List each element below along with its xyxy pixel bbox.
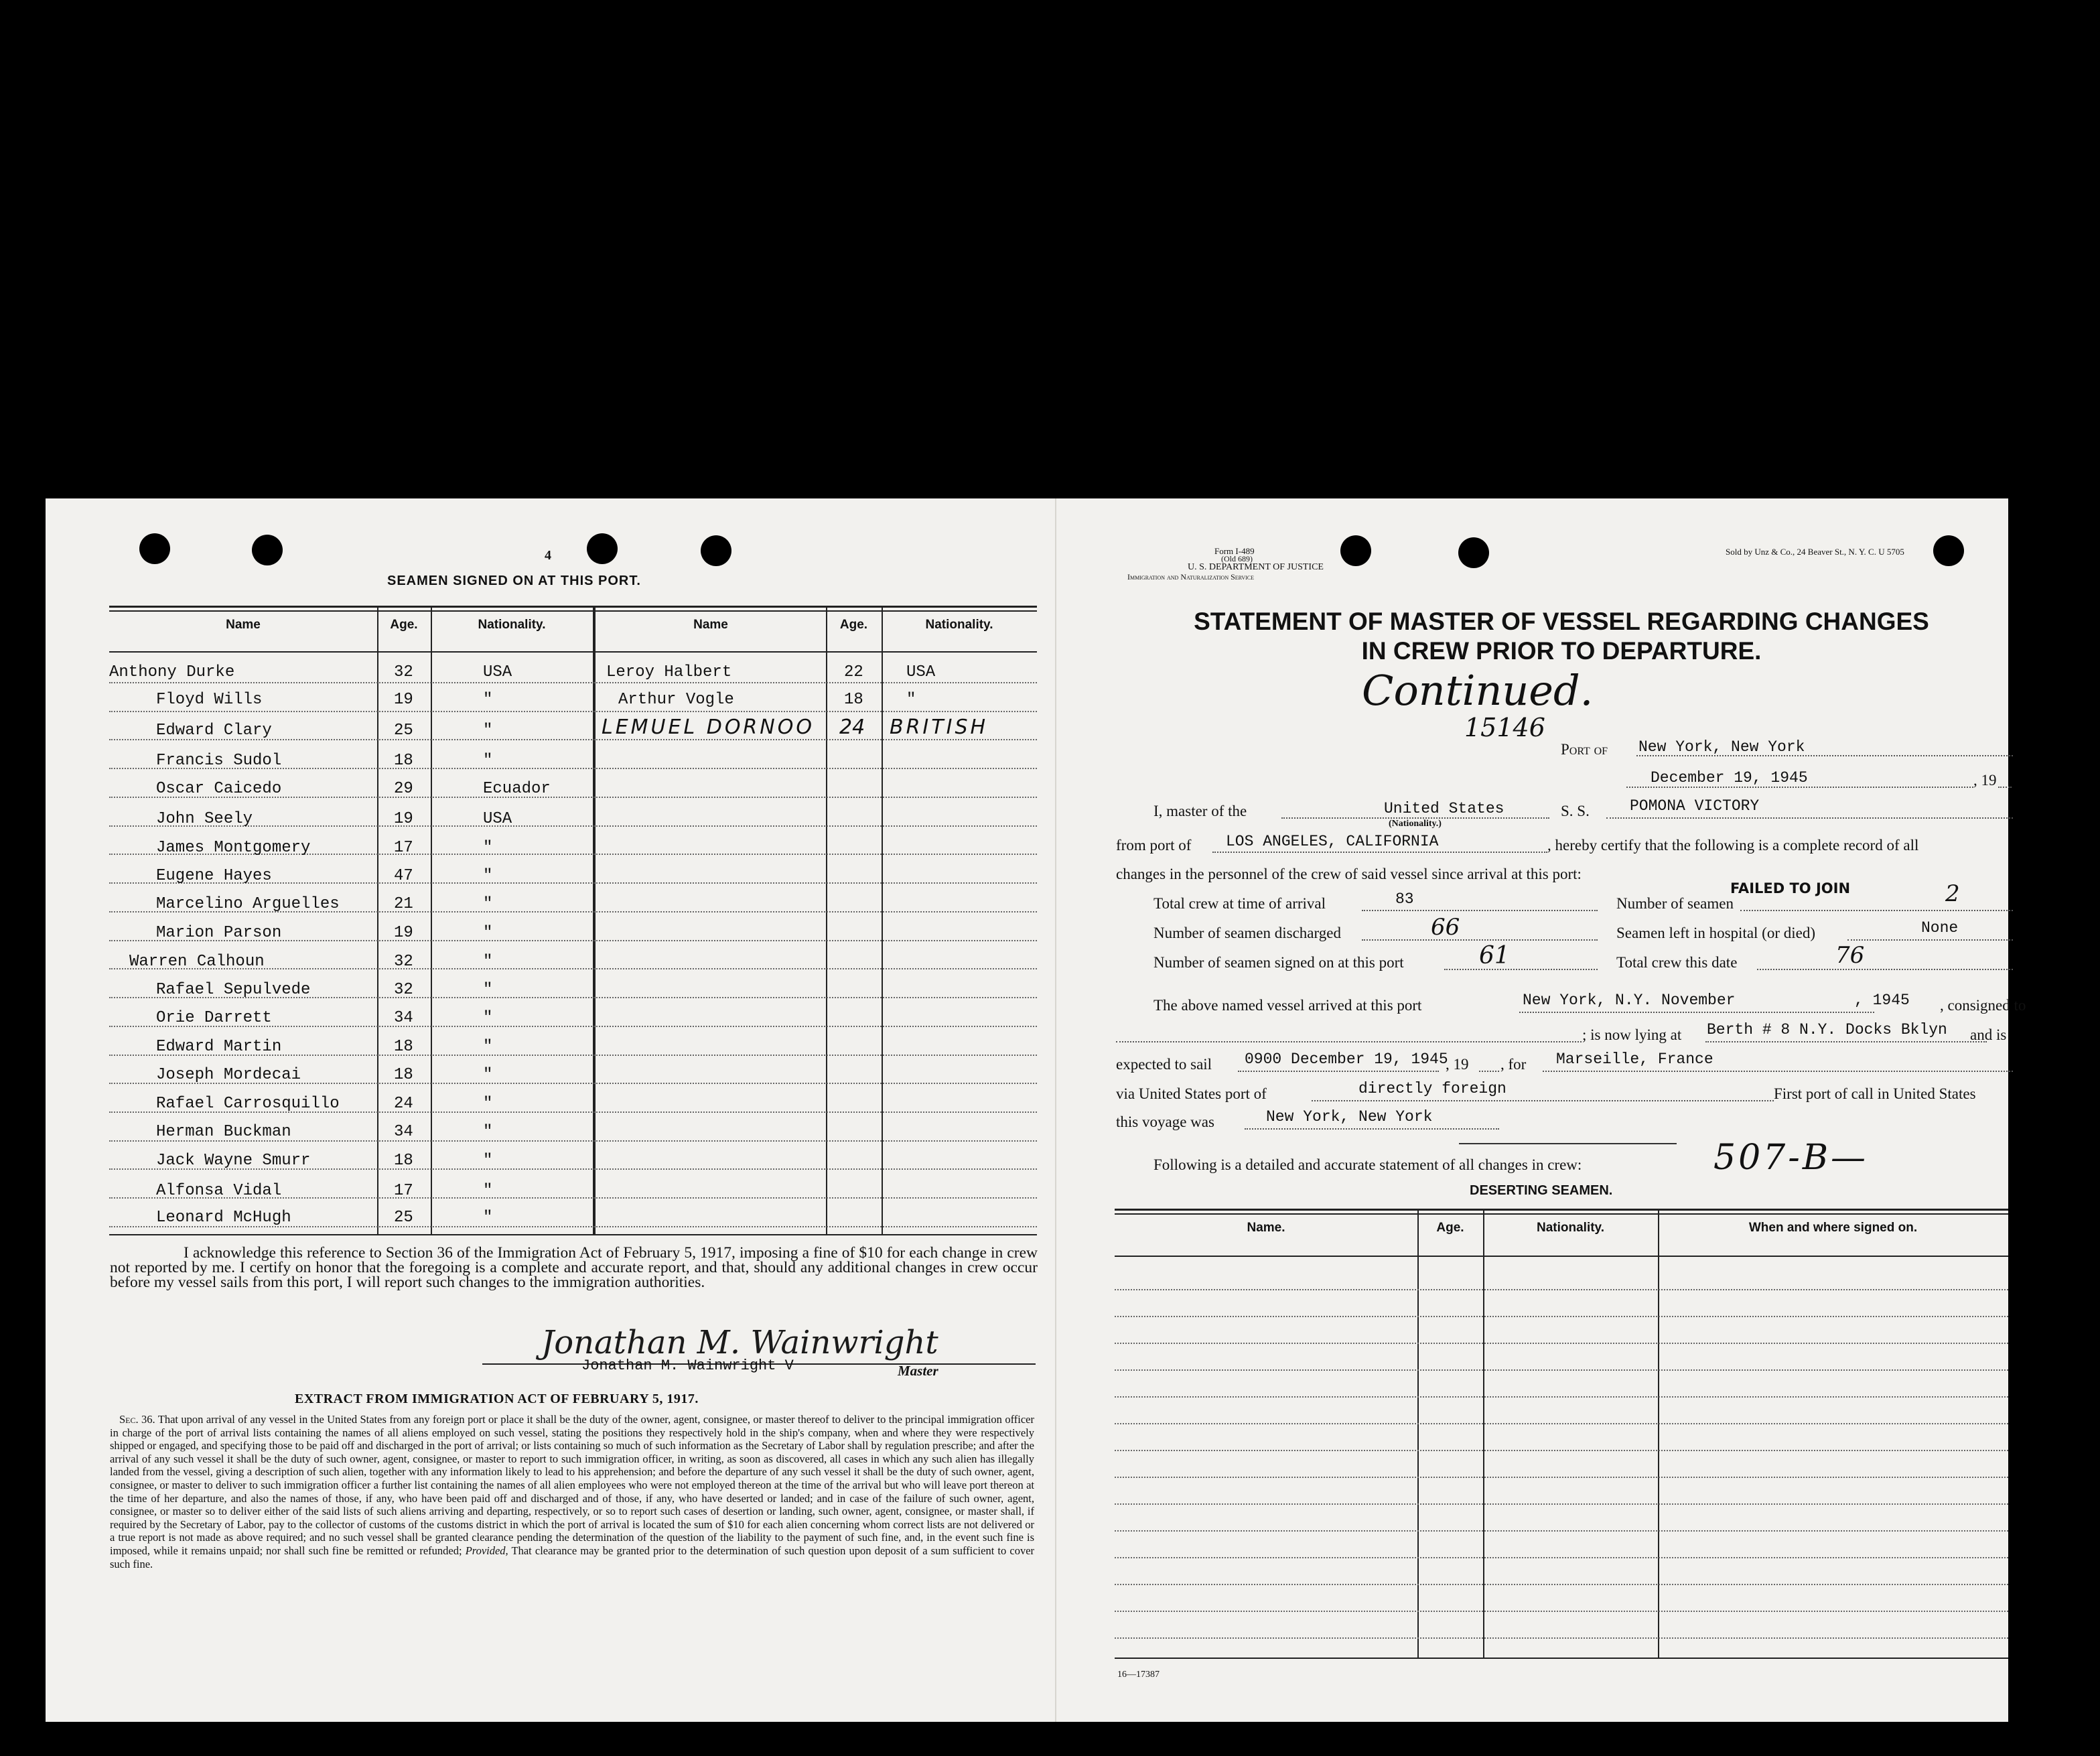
consigned-label: , consigned to bbox=[1940, 997, 2026, 1014]
following-label: Following is a detailed and accurate statement of all changes in crew: bbox=[1153, 1156, 1582, 1173]
total-date-label: Total crew this date bbox=[1616, 954, 1738, 971]
punch-hole bbox=[1340, 535, 1371, 566]
col-age: Age. bbox=[839, 618, 868, 632]
form-number: Form I-489 bbox=[1214, 546, 1255, 556]
seaman-age: 32 bbox=[394, 953, 413, 971]
col-age: Age. bbox=[1436, 1221, 1464, 1235]
seaman-name: Edward Martin bbox=[156, 1038, 282, 1056]
col-name: Name bbox=[693, 618, 728, 632]
seaman-name: Rafael Sepulvede bbox=[156, 981, 311, 999]
seaman-name: Jack Wayne Smurr bbox=[156, 1152, 311, 1170]
seaman-age: 25 bbox=[394, 1209, 413, 1227]
continued-annotation: Continued. bbox=[1362, 666, 1594, 715]
file-number: 15146 bbox=[1464, 713, 1545, 742]
seaman-age: 18 bbox=[394, 1038, 413, 1056]
seaman-nationality: " bbox=[483, 691, 493, 709]
seaman-name: Joseph Mordecai bbox=[156, 1066, 301, 1084]
seaman-name-handwritten: LEMUEL DORNOO bbox=[602, 716, 815, 739]
punch-hole bbox=[587, 533, 618, 564]
seaman-name: Floyd Wills bbox=[156, 691, 263, 709]
seaman-nationality: " bbox=[483, 895, 493, 913]
seaman-age: 19 bbox=[394, 924, 413, 942]
changes-text: changes in the personnel of the crew of said vessel since arrival at this port: bbox=[1116, 866, 1582, 882]
for-label: , for bbox=[1500, 1056, 1527, 1073]
total-date-value: 76 bbox=[1835, 942, 1865, 969]
discharged-label: Number of seamen discharged bbox=[1153, 925, 1341, 941]
seaman-age: 34 bbox=[394, 1009, 413, 1027]
hospital-label: Seamen left in hospital (or died) bbox=[1616, 925, 1816, 941]
seaman-age: 22 bbox=[844, 663, 863, 681]
and-is-label: and is bbox=[1970, 1026, 2007, 1043]
seaman-name: Edward Clary bbox=[156, 722, 272, 740]
title-line-1: STATEMENT OF MASTER OF VESSEL REGARDING CHANGES bbox=[1194, 608, 1929, 635]
seaman-age: 47 bbox=[394, 867, 413, 885]
seaman-age: 18 bbox=[394, 1152, 413, 1170]
vessel-name: POMONA VICTORY bbox=[1630, 797, 1760, 815]
punch-hole bbox=[701, 535, 731, 566]
date-year-suffix: , 19 bbox=[1973, 772, 1997, 789]
seaman-age: 34 bbox=[394, 1123, 413, 1141]
seaman-name: Rafael Carrosquillo bbox=[156, 1095, 340, 1113]
seaman-age: 19 bbox=[394, 810, 413, 828]
seaman-name: Marion Parson bbox=[156, 924, 282, 942]
expected-value: 0900 December 19, 1945 bbox=[1245, 1051, 1448, 1068]
date-value: December 19, 1945 bbox=[1651, 769, 1808, 787]
lying-value: Berth # 8 N.Y. Docks Bklyn bbox=[1707, 1021, 1947, 1038]
hospital-value: None bbox=[1921, 919, 1959, 937]
arrived-year: , 1945 bbox=[1854, 992, 1910, 1009]
seaman-nationality: " bbox=[483, 1123, 493, 1141]
seaman-nationality: " bbox=[483, 867, 493, 885]
seaman-name: Marcelino Arguelles bbox=[156, 895, 340, 913]
form-title bbox=[1115, 607, 2008, 666]
port-value: New York, New York bbox=[1638, 738, 1805, 756]
seamen-label: Number of seamen bbox=[1616, 895, 1734, 912]
master-of-label: I, master of the bbox=[1153, 803, 1247, 819]
punch-hole bbox=[1933, 535, 1964, 566]
seaman-age: 17 bbox=[394, 839, 413, 857]
failed-count: 2 bbox=[1945, 880, 1960, 907]
seaman-name: Leonard McHugh bbox=[156, 1209, 291, 1227]
master-signature: Jonathan M. Wainwright bbox=[541, 1324, 938, 1361]
seller-imprint: Sold by Unz & Co., 24 Beaver St., N. Y. C. U 5705 bbox=[1726, 547, 1904, 557]
nationality-value: United States bbox=[1384, 800, 1504, 817]
seaman-nationality: " bbox=[483, 722, 493, 740]
failed-to-join-annotation: FAILED TO JOIN bbox=[1730, 880, 1851, 896]
act-extract-text bbox=[110, 1413, 1034, 1570]
col-name: Name bbox=[226, 618, 261, 632]
seamen-signed-table bbox=[109, 606, 1037, 1235]
via-value: directly foreign bbox=[1358, 1080, 1507, 1097]
separator-line bbox=[1459, 1143, 1677, 1144]
form-old-number: (Old 689) bbox=[1221, 554, 1253, 563]
document-sheet bbox=[46, 498, 2026, 1722]
seaman-age-handwritten: 24 bbox=[839, 716, 865, 739]
section-text: That upon arrival of any vessel in the United States from any foreign port or place it shall be the duty of the owner, agent, consignee, or master thereof to deliver to the principal immigration officer in charge of the port of arrival lists containing the names of all aliens employed on such vessel, stating the positions they respectively hold in the ship's company, when and where they were respectively shipped or engaged, and specifying those to be paid off and discharged in the port of arrival; or lists containing so much of such information as the Secretary of Labor shall by regulation prescribe; and after the arrival of any such vessel it shall be the duty of such owner, agent, consignee, or master to report to such immigration officer, in writing, as soon as discovered, all cases in which any such alien has illegally landed from the vessel, giving a description of such alien, together with any information likely to lead to his apprehension; and before the departure of any such vessel it shall be the duty of such owner, agent, consignee, or master to deliver to such immigration officer a further list containing the names of all alien employees who were not employed thereon at the time of the arrival but who will leave port thereon at the time of her departure, and also the names of those, if any, who have been paid off and discharged and of those, if any, who have deserted or landed; and in case of the failure of such owner, agent, consignee, or master so to deliver either of the said lists of such aliens arriving and departing, respectively, or so to report such cases of desertion or landing, such owner, agent, consignee, or master shall, if required by the Secretary of Labor, pay to the collector of customs of the customs district in which the port of arrival is located the sum of $10 for each alien concerning whom correct lists are not delivered or a true report is not made as above required; and no such vessel shall be granted clearance pending the determination of the question of the liability to the payment of such fine, and, in the event such fine is imposed, while it remains unpaid; nor shall such fine be remitted or refunded; bbox=[110, 1413, 1035, 1557]
destination-value: Marseille, France bbox=[1556, 1051, 1713, 1068]
seaman-nationality: " bbox=[483, 924, 493, 942]
seaman-age: 18 bbox=[844, 691, 863, 709]
expected-label: expected to sail bbox=[1116, 1056, 1212, 1073]
lying-label: ; is now lying at bbox=[1582, 1026, 1682, 1043]
seaman-nationality: " bbox=[483, 1095, 493, 1113]
page-fold bbox=[1055, 498, 1056, 1722]
col-name: Name. bbox=[1247, 1221, 1285, 1235]
nationality-caption: (Nationality.) bbox=[1389, 819, 1442, 829]
from-port-label: from port of bbox=[1116, 837, 1192, 854]
voyage-value: New York, New York bbox=[1266, 1108, 1433, 1126]
total-arrival-label: Total crew at time of arrival bbox=[1153, 895, 1326, 912]
col-nationality: Nationality. bbox=[478, 618, 546, 632]
seaman-name: Orie Darrett bbox=[156, 1009, 272, 1027]
master-typed-name: Jonathan M. Wainwright V bbox=[581, 1357, 794, 1374]
seaman-nationality: " bbox=[483, 1152, 493, 1170]
seaman-age: 18 bbox=[394, 1066, 413, 1084]
seaman-nationality: " bbox=[483, 953, 493, 971]
seaman-nationality: " bbox=[483, 1182, 493, 1200]
title-line-2: IN CREW PRIOR TO DEPARTURE. bbox=[1361, 637, 1762, 665]
first-port-label: First port of call in United States bbox=[1774, 1085, 1976, 1102]
seaman-age: 19 bbox=[394, 691, 413, 709]
section-label: Sec. 36. bbox=[119, 1413, 155, 1426]
ss-label: S. S. bbox=[1561, 803, 1590, 819]
seaman-nationality: " bbox=[483, 752, 493, 770]
certify-text: , hereby certify that the following is a complete record of all bbox=[1547, 837, 1919, 854]
seaman-nationality: " bbox=[483, 1066, 493, 1084]
arrived-value: New York, N.Y. November bbox=[1523, 992, 1736, 1009]
voyage-label: this voyage was bbox=[1116, 1113, 1214, 1130]
seaman-name: John Seely bbox=[156, 810, 253, 828]
service-name: Immigration and Naturalization Service bbox=[1127, 572, 1255, 582]
seaman-nationality: " bbox=[483, 1209, 493, 1227]
seaman-name: Oscar Caicedo bbox=[156, 780, 282, 798]
seaman-nationality: USA bbox=[483, 663, 512, 681]
seaman-nationality: " bbox=[483, 1009, 493, 1027]
acknowledgment-text: I acknowledge this reference to Section 36 of the Immigration Act of February 5, 1917, imposing a fine of $10 for each change in crew not reported by me. I certify on honor that the foregoing is a complete and accurate report, and that, should any additional changes in crew occur before my vessel sails from this port, I will report such changes to the immigration authorities. bbox=[110, 1244, 1038, 1291]
page-number: 4 bbox=[545, 548, 551, 563]
col-nationality: Nationality. bbox=[925, 618, 993, 632]
extract-title: EXTRACT FROM IMMIGRATION ACT OF FEBRUARY 5, 1917. bbox=[295, 1392, 699, 1406]
seaman-nationality-handwritten: BRITISH bbox=[890, 716, 989, 739]
seaman-name: Warren Calhoun bbox=[129, 953, 265, 971]
department-name: U. S. DEPARTMENT OF JUSTICE bbox=[1188, 562, 1324, 572]
col-nationality: Nationality. bbox=[1537, 1221, 1604, 1235]
master-label: Master bbox=[898, 1363, 938, 1379]
provided-label: Provided, bbox=[465, 1544, 508, 1557]
deserting-seamen-table bbox=[1115, 1209, 2008, 1659]
port-label: Port of bbox=[1561, 741, 1608, 758]
punch-hole bbox=[1458, 537, 1489, 568]
total-arrival-value: 83 bbox=[1395, 890, 1414, 908]
seaman-name: Anthony Durke bbox=[109, 663, 235, 681]
punch-hole bbox=[252, 535, 283, 565]
section-title: SEAMEN SIGNED ON AT THIS PORT. bbox=[387, 573, 641, 588]
arrived-label: The above named vessel arrived at this port bbox=[1153, 997, 1422, 1014]
changes-note: 507-B— bbox=[1713, 1138, 1869, 1178]
seaman-nationality: " bbox=[906, 691, 916, 709]
footer-code: 16—17387 bbox=[1117, 1670, 1160, 1680]
seaman-age: 32 bbox=[394, 663, 413, 681]
punch-hole bbox=[139, 533, 170, 564]
seaman-nationality: Ecuador bbox=[483, 780, 551, 798]
seaman-age: 29 bbox=[394, 780, 413, 798]
seaman-name: James Montgomery bbox=[156, 839, 311, 857]
via-label: via United States port of bbox=[1116, 1085, 1267, 1102]
seaman-name: Leroy Halbert bbox=[606, 663, 732, 681]
seaman-age: 21 bbox=[394, 895, 413, 913]
seaman-age: 32 bbox=[394, 981, 413, 999]
section-text-end: That clearance may be granted prior to the determination of such question upon deposit of a sum sufficient to cover such fine. bbox=[110, 1544, 1035, 1570]
from-port-value: LOS ANGELES, CALIFORNIA bbox=[1226, 833, 1439, 850]
seaman-nationality: " bbox=[483, 1038, 493, 1056]
seaman-nationality: " bbox=[483, 839, 493, 857]
col-age: Age. bbox=[390, 618, 418, 632]
seaman-name: Francis Sudol bbox=[156, 752, 282, 770]
seaman-nationality: USA bbox=[906, 663, 936, 681]
seaman-age: 17 bbox=[394, 1182, 413, 1200]
seaman-nationality: " bbox=[483, 981, 493, 999]
seaman-name: Alfonsa Vidal bbox=[156, 1182, 282, 1200]
signed-on-label: Number of seamen signed on at this port bbox=[1153, 954, 1404, 971]
col-when-where: When and where signed on. bbox=[1748, 1221, 1918, 1235]
seaman-age: 24 bbox=[394, 1095, 413, 1113]
seaman-name: Herman Buckman bbox=[156, 1123, 291, 1141]
comma-19-label: , 19 bbox=[1446, 1056, 1469, 1073]
signed-on-value: 61 bbox=[1479, 942, 1510, 969]
discharged-value: 66 bbox=[1431, 914, 1460, 941]
seaman-age: 25 bbox=[394, 722, 413, 740]
seaman-name: Eugene Hayes bbox=[156, 867, 272, 885]
seaman-name: Arthur Vogle bbox=[618, 691, 734, 709]
seaman-nationality: USA bbox=[483, 810, 512, 828]
seaman-age: 18 bbox=[394, 752, 413, 770]
deserting-title: DESERTING SEAMEN. bbox=[1470, 1183, 1613, 1198]
